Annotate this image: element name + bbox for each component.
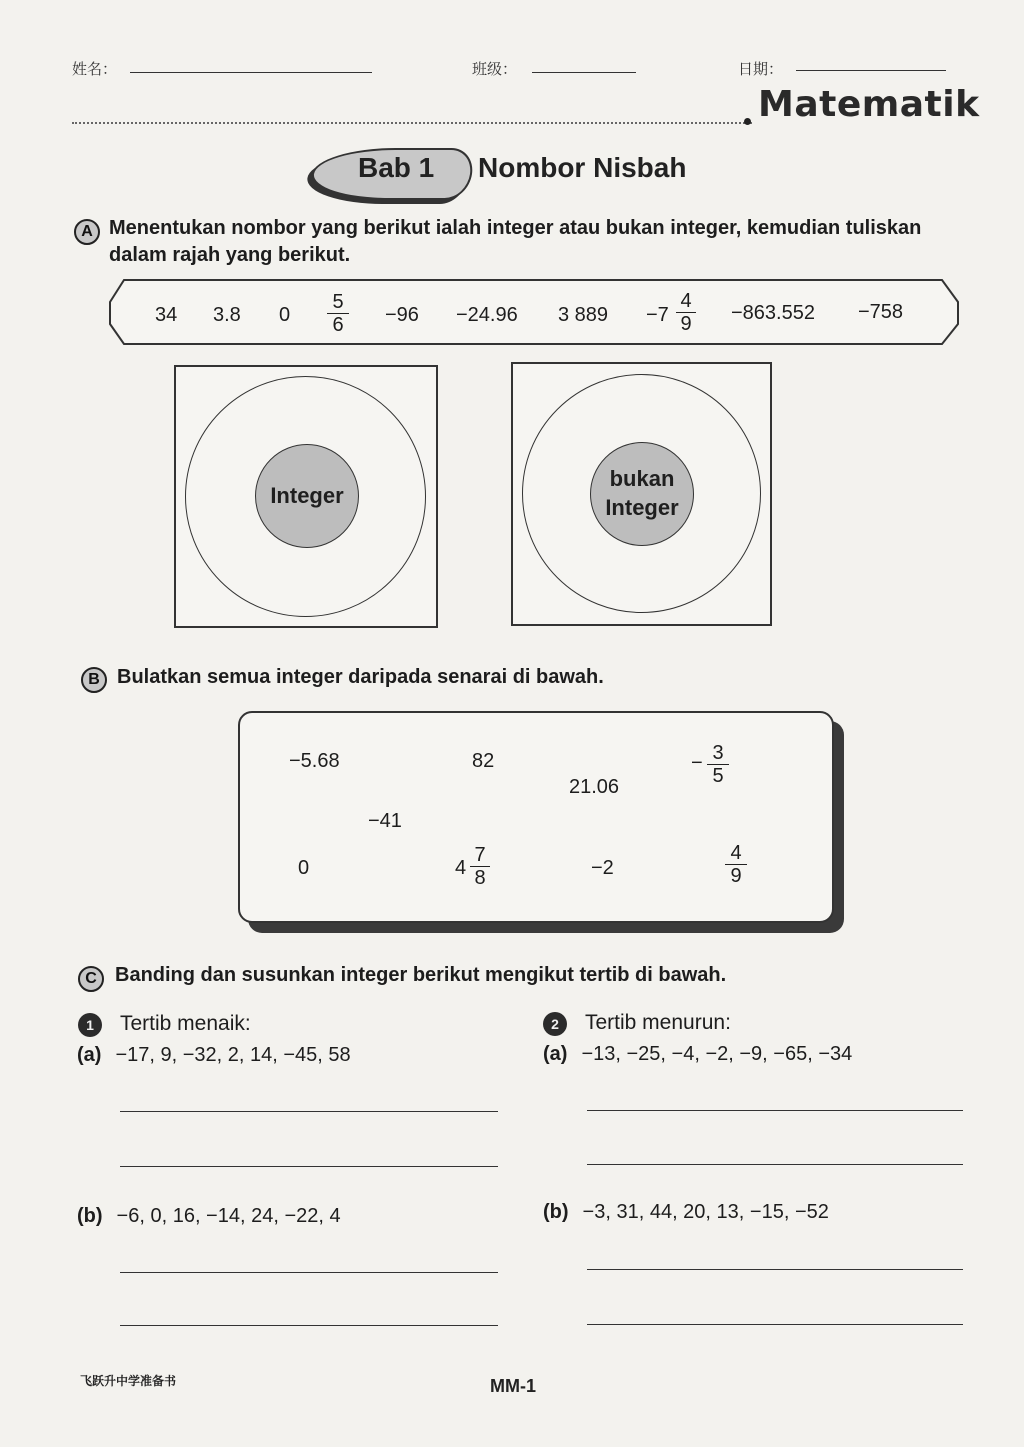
section-b-instruction: Bulatkan semua integer daripada senarai di bawah. [117,666,604,688]
integer-diagram-box[interactable] [174,365,438,628]
non-integer-inner-circle [590,442,694,546]
non-integer-label-line1: bukan [609,466,675,491]
part-2a-answer-line-2[interactable] [587,1164,963,1165]
part-1a-answer-line-2[interactable] [120,1166,498,1167]
non-integer-diagram-box[interactable] [511,362,772,626]
header-dot [744,118,751,125]
part-2-bullet: 2 [543,1012,567,1036]
part-1b-question [77,1205,341,1228]
header-dotted-rule [72,122,752,124]
part-1a-question [77,1044,351,1067]
fraction-denominator: 6 [332,314,344,336]
chapter-label: Bab 1 [358,152,435,183]
footer-book-title: 飞跃升中学准备书 [80,1374,177,1388]
name-field-line[interactable] [130,72,372,73]
number-bank-item: −96 [385,304,419,326]
name-label: 姓名： [72,60,118,78]
class-label: 班级： [472,60,518,78]
section-a-badge: A [74,219,100,245]
part-1a-values: −17, 9, −32, 2, 14, −45, 58 [115,1044,351,1066]
page-number: MM-1 [490,1376,536,1396]
part-2b-answer-line-2[interactable] [587,1324,963,1325]
fraction-numerator: 5 [332,291,344,313]
integer-diagram-label: Integer [270,483,344,508]
fraction-numerator: 4 [730,842,742,864]
part-2a-values: −13, −25, −4, −2, −9, −65, −34 [581,1043,853,1065]
number-bank-item: 3 889 [558,304,609,326]
part-2a-answer-line-1[interactable] [587,1110,963,1111]
section-a-instruction: Menentukan nombor yang berikut ialah integer atau bukan integer, kemudian tuliskan dalam rajah yang berikut. [109,217,922,266]
part-2b-values: −3, 31, 44, 20, 13, −15, −52 [582,1201,829,1223]
list-value[interactable]: −2 [591,857,614,879]
fraction-denominator: 9 [680,313,692,335]
section-c-badge: C [78,966,104,992]
part-2a-label: (a) [543,1043,568,1065]
list-fraction[interactable] [707,743,729,786]
section-b-badge: B [81,667,107,693]
number-bank-item: 34 [155,304,178,326]
part-1b-values: −6, 0, 16, −14, 24, −22, 4 [116,1205,341,1227]
number-bank-mixed-fraction [676,291,696,334]
date-label: 日期： [738,60,784,78]
number-bank-item: −758 [858,301,904,323]
number-bank-item: −24.96 [456,304,518,326]
list-mixed-fraction[interactable] [470,845,490,888]
part-1-title: Tertib menaik: [120,1012,251,1035]
part-2b-answer-line-1[interactable] [587,1269,963,1270]
fraction-numerator: 4 [680,290,692,312]
fraction-sign: − [691,752,703,774]
part-2b-label: (b) [543,1201,569,1223]
part-2b-question [543,1201,829,1224]
part-2-title: Tertib menurun: [585,1011,731,1034]
list-fraction[interactable] [725,843,747,886]
class-field-line[interactable] [532,72,636,73]
number-bank-fraction [327,292,349,335]
part-2a-question [543,1043,852,1066]
number-bank-item: 0 [279,304,291,326]
part-1b-answer-line-1[interactable] [120,1272,498,1273]
fraction-numerator: 7 [474,844,486,866]
subject-title: Matematik [758,84,980,125]
list-value[interactable]: −5.68 [289,750,340,772]
number-bank-item: −863.552 [731,302,815,324]
mixed-number-whole: 4 [455,857,467,879]
part-1a-label: (a) [77,1044,102,1066]
part-1b-answer-line-2[interactable] [120,1325,498,1326]
integer-list-panel [238,711,834,923]
chapter-title: Nombor Nisbah [478,152,687,183]
fraction-denominator: 8 [474,867,486,889]
list-value[interactable]: −41 [368,810,402,832]
date-field-line[interactable] [796,70,946,71]
number-bank-item: 3.8 [213,304,241,326]
non-integer-label-line2: Integer [605,495,679,520]
part-1b-label: (b) [77,1205,103,1227]
list-value[interactable]: 21.06 [569,776,620,798]
mixed-number-whole: −7 [646,304,669,326]
list-value[interactable]: 82 [472,750,495,772]
fraction-numerator: 3 [712,742,724,764]
section-c-instruction: Banding dan susunkan integer berikut mengikut tertib di bawah. [115,964,727,986]
part-1-bullet: 1 [78,1013,102,1037]
part-1a-answer-line-1[interactable] [120,1111,498,1112]
fraction-denominator: 5 [712,765,724,787]
list-value[interactable]: 0 [298,857,310,879]
fraction-denominator: 9 [730,865,742,887]
